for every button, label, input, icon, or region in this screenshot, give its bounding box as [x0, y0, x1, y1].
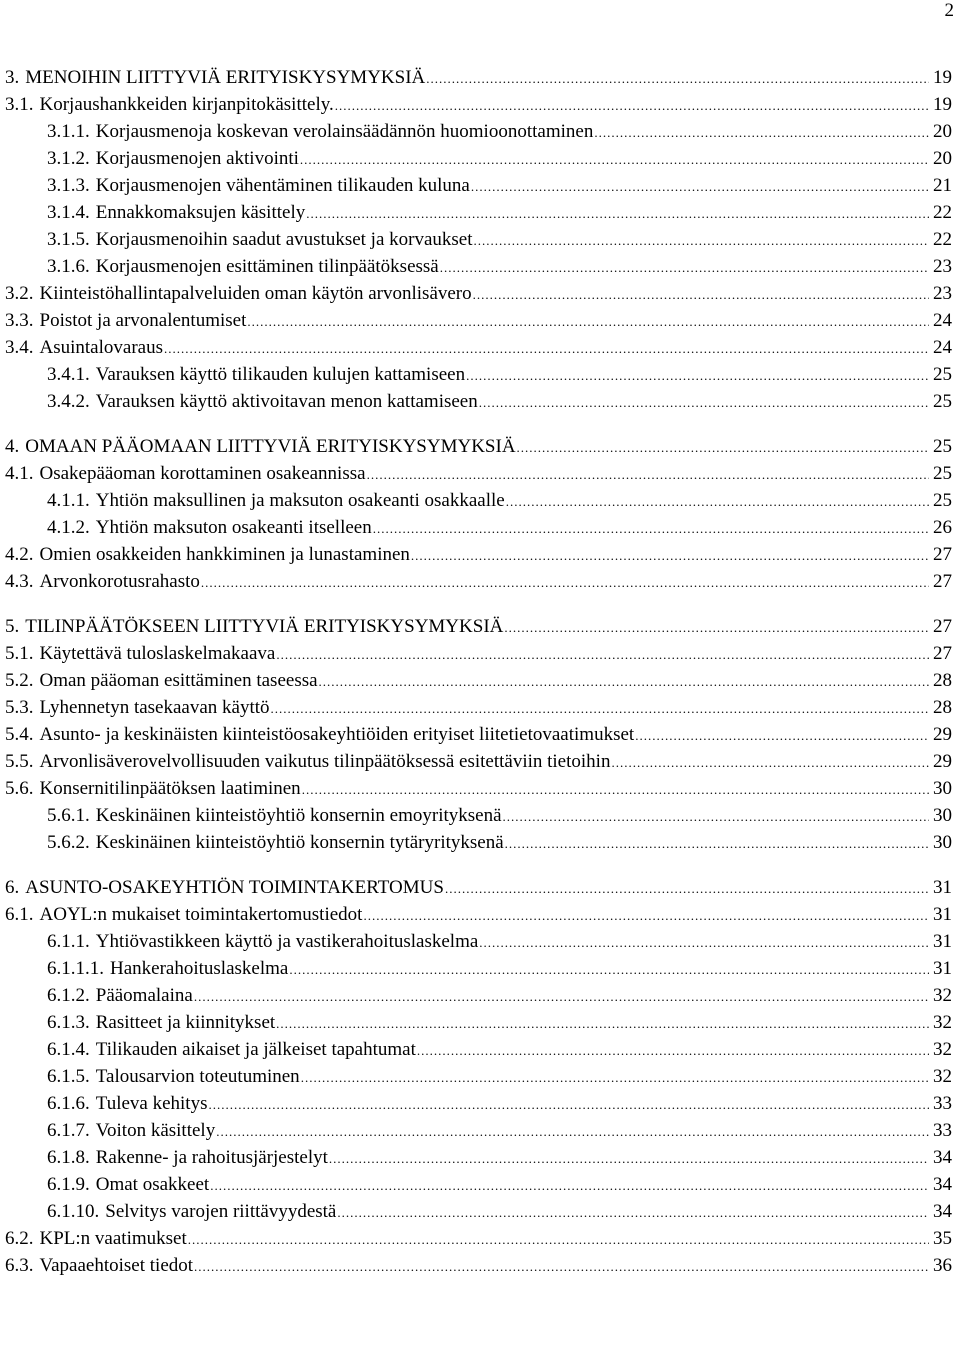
toc-entry-title: Korjausmenojen esittäminen tilinpäätöksessä: [95, 256, 439, 277]
toc-entry-page: 32: [933, 1066, 952, 1087]
toc-dot-leader: [506, 495, 929, 509]
toc-entry-title: Korjaushankkeiden kirjanpitokäsittely.: [39, 94, 334, 115]
toc-entry-number: 3.2.: [5, 283, 34, 304]
toc-entry-title: Arvonlisäverovelvollisuuden vaikutus tilinpäätöksessä esitettäviin tietoihin: [39, 751, 611, 772]
toc-entry-page: 19: [933, 94, 952, 115]
toc-entry[interactable]: [0, 143, 960, 170]
toc-entry[interactable]: [0, 116, 960, 143]
toc-entry-title: Tilikauden aikaiset ja jälkeiset tapahtumat: [95, 1039, 416, 1060]
toc-entry-title: MENOIHIN LIITTYVIÄ ERITYISKYSYMYKSIÄ: [25, 67, 426, 88]
toc-entry-page: 32: [933, 1012, 952, 1033]
toc-entry[interactable]: [0, 1196, 960, 1223]
toc-entry-title: Korjausmenoihin saadut avustukset ja korvaukset: [95, 229, 473, 250]
toc-entry-page: 30: [933, 778, 952, 799]
toc-entry-number: 6.: [5, 877, 20, 898]
toc-dot-leader: [426, 72, 929, 86]
toc-entry-number: 6.1.4.: [47, 1039, 90, 1060]
toc-entry-number: 6.1.9.: [47, 1174, 90, 1195]
toc-entry[interactable]: [0, 566, 960, 593]
toc-entry[interactable]: [0, 197, 960, 224]
toc-entry-number: 6.1.3.: [47, 1012, 90, 1033]
toc-entry-page: 29: [933, 724, 952, 745]
toc-entry-title: KPL:n vaatimukset: [39, 1228, 187, 1249]
toc-entry[interactable]: [0, 953, 960, 980]
toc-entry[interactable]: [0, 224, 960, 251]
toc-entry-number: 3.1.1.: [47, 121, 90, 142]
toc-entry-number: 6.1.2.: [47, 985, 90, 1006]
toc-entry-title: Tuleva kehitys: [95, 1093, 208, 1114]
toc-entry-number: 3.1.6.: [47, 256, 90, 277]
toc-entry[interactable]: [0, 926, 960, 953]
toc-entry-page: 33: [933, 1093, 952, 1114]
toc-entry[interactable]: [0, 665, 960, 692]
toc-entry-number: 3.1.4.: [47, 202, 90, 223]
toc-entry-number: 3.4.1.: [47, 364, 90, 385]
toc-entry-title: Asuintalovaraus: [39, 337, 163, 358]
toc-entry-title: Rasitteet ja kiinnitykset: [95, 1012, 276, 1033]
toc-entry[interactable]: [0, 251, 960, 278]
toc-entry-title: Korjausmenoja koskevan verolainsäädännön huomioonottaminen: [95, 121, 594, 142]
toc-entry-page: 34: [933, 1201, 952, 1222]
toc-dot-leader: [335, 99, 929, 113]
toc-entry[interactable]: [0, 692, 960, 719]
toc-entry-number: 4.1.: [5, 463, 34, 484]
toc-entry-title: Osakepääoman korottaminen osakeannissa: [39, 463, 366, 484]
toc-entry[interactable]: [0, 800, 960, 827]
toc-entry[interactable]: [0, 332, 960, 359]
toc-entry-page: 31: [933, 877, 952, 898]
toc-entry-page: 25: [933, 436, 952, 457]
toc-entry[interactable]: [0, 1223, 960, 1250]
toc-entry-page: 31: [933, 904, 952, 925]
toc-entry-page: 26: [933, 517, 952, 538]
toc-entry-page: 20: [933, 121, 952, 142]
toc-entry-page: 23: [933, 283, 952, 304]
toc-entry-page: 27: [933, 643, 952, 664]
toc-dot-leader: [611, 756, 929, 770]
toc-entry-title: Oman pääoman esittäminen taseessa: [39, 670, 318, 691]
toc-dot-leader: [474, 234, 929, 248]
toc-dot-leader: [210, 1179, 929, 1193]
toc-dot-leader: [479, 396, 929, 410]
toc-entry-page: 24: [933, 337, 952, 358]
toc-dot-leader: [276, 1017, 929, 1031]
toc-entry[interactable]: [0, 719, 960, 746]
toc-dot-leader: [302, 783, 929, 797]
toc-dot-leader: [373, 522, 929, 536]
toc-entry-page: 34: [933, 1147, 952, 1168]
toc-entry-number: 5.6.1.: [47, 805, 90, 826]
toc-dot-leader: [337, 1206, 929, 1220]
toc-entry-page: 19: [933, 67, 952, 88]
toc-entry[interactable]: [0, 1142, 960, 1169]
toc-entry-title: Omat osakkeet: [95, 1174, 210, 1195]
toc-dot-leader: [411, 549, 929, 563]
toc-entry[interactable]: [0, 1088, 960, 1115]
toc-entry[interactable]: [0, 1169, 960, 1196]
toc-entry-title: Vapaaehtoiset tiedot: [39, 1255, 194, 1276]
toc-entry-title: AOYL:n mukaiset toimintakertomustiedot: [39, 904, 363, 925]
toc-dot-leader: [300, 153, 929, 167]
toc-dot-leader: [247, 315, 929, 329]
toc-entry-title: Arvonkorotusrahasto: [39, 571, 200, 592]
toc-entry-title: Rakenne- ja rahoitusjärjestelyt: [95, 1147, 328, 1168]
toc-entry[interactable]: [0, 89, 960, 116]
toc-entry[interactable]: [0, 638, 960, 665]
toc-entry-page: 25: [933, 463, 952, 484]
toc-entry[interactable]: [0, 899, 960, 926]
toc-entry[interactable]: [0, 1061, 960, 1088]
toc-entry[interactable]: [0, 980, 960, 1007]
toc-entry-number: 4.1.2.: [47, 517, 90, 538]
toc-entry-number: 6.1.1.1.: [47, 958, 104, 979]
toc-entry[interactable]: [0, 773, 960, 800]
toc-entry-number: 4.1.1.: [47, 490, 90, 511]
toc-entry-title: Käytettävä tuloslaskelmakaava: [39, 643, 276, 664]
toc-entry-page: 31: [933, 958, 952, 979]
page-number: 2: [944, 0, 954, 21]
toc-entry[interactable]: [0, 305, 960, 332]
toc-entry[interactable]: [0, 359, 960, 386]
toc-entry-number: 6.1.: [5, 904, 34, 925]
toc-entry-page: 24: [933, 310, 952, 331]
toc-entry-page: 27: [933, 616, 952, 637]
toc-dot-leader: [319, 675, 929, 689]
toc-entry-page: 27: [933, 571, 952, 592]
toc-entry[interactable]: [0, 827, 960, 854]
toc-dot-leader: [594, 126, 929, 140]
toc-entry[interactable]: [0, 611, 960, 638]
table-of-contents: [0, 62, 960, 1277]
toc-entry-title: Asunto- ja keskinäisten kiinteistöosakeyhtiöiden erityiset liitetietovaatimukset: [39, 724, 635, 745]
toc-entry-page: 30: [933, 805, 952, 826]
toc-entry-title: Pääomalaina: [95, 985, 193, 1006]
toc-dot-leader: [445, 882, 929, 896]
toc-entry-number: 5.6.: [5, 778, 34, 799]
toc-entry-title: Keskinäinen kiinteistöyhtiö konsernin emoyrityksenä: [95, 805, 502, 826]
toc-entry-page: 25: [933, 391, 952, 412]
toc-entry-page: 23: [933, 256, 952, 277]
toc-entry-number: 4.: [5, 436, 20, 457]
toc-entry-page: 32: [933, 1039, 952, 1060]
toc-entry-page: 36: [933, 1255, 952, 1276]
toc-entry-number: 6.1.6.: [47, 1093, 90, 1114]
toc-entry-number: 3.3.: [5, 310, 34, 331]
toc-entry-number: 6.1.7.: [47, 1120, 90, 1141]
toc-entry-number: 3.1.2.: [47, 148, 90, 169]
toc-entry[interactable]: [0, 1034, 960, 1061]
toc-entry-number: 3.1.5.: [47, 229, 90, 250]
toc-entry-title: Poistot ja arvonalentumiset: [39, 310, 247, 331]
toc-dot-leader: [194, 990, 929, 1004]
toc-entry[interactable]: [0, 539, 960, 566]
toc-dot-leader: [504, 621, 929, 635]
toc-entry[interactable]: [0, 485, 960, 512]
toc-entry[interactable]: [0, 1250, 960, 1277]
toc-entry-number: 4.2.: [5, 544, 34, 565]
toc-entry[interactable]: [0, 62, 960, 89]
toc-dot-leader: [466, 369, 929, 383]
toc-entry-title: Konsernitilinpäätöksen laatiminen: [39, 778, 301, 799]
toc-entry-number: 5.5.: [5, 751, 34, 772]
toc-dot-leader: [216, 1125, 929, 1139]
toc-entry-number: 5.2.: [5, 670, 34, 691]
toc-entry-page: 31: [933, 931, 952, 952]
toc-dot-leader: [417, 1044, 929, 1058]
toc-entry-title: Talousarvion toteutuminen: [95, 1066, 300, 1087]
toc-entry-title: Voiton käsittely: [95, 1120, 216, 1141]
toc-entry-number: 3.1.: [5, 94, 34, 115]
toc-entry-title: Korjausmenojen aktivointi: [95, 148, 299, 169]
toc-dot-leader: [306, 207, 929, 221]
toc-entry-page: 22: [933, 229, 952, 250]
toc-dot-leader: [208, 1098, 929, 1112]
toc-entry-page: 30: [933, 832, 952, 853]
toc-entry-title: Lyhennetyn tasekaavan käyttö: [39, 697, 270, 718]
toc-dot-leader: [440, 261, 929, 275]
toc-entry-title: TILINPÄÄTÖKSEEN LIITTYVIÄ ERITYISKYSYMYKSIÄ: [25, 616, 504, 637]
toc-dot-leader: [367, 468, 929, 482]
toc-dot-leader: [471, 180, 929, 194]
toc-entry-page: 20: [933, 148, 952, 169]
toc-entry[interactable]: [0, 431, 960, 458]
toc-dot-leader: [363, 909, 929, 923]
toc-entry-title: Yhtiön maksuton osakeanti itselleen: [95, 517, 372, 538]
toc-dot-leader: [517, 441, 929, 455]
toc-entry-number: 3.: [5, 67, 20, 88]
toc-entry-title: ASUNTO-OSAKEYHTIÖN TOIMINTAKERTOMUS: [25, 877, 444, 898]
toc-entry-number: 5.: [5, 616, 20, 637]
toc-entry-page: 28: [933, 670, 952, 691]
toc-entry-number: 4.3.: [5, 571, 34, 592]
toc-entry-page: 22: [933, 202, 952, 223]
toc-entry-title: Varauksen käyttö tilikauden kulujen kattamiseen: [95, 364, 466, 385]
toc-dot-leader: [473, 288, 929, 302]
toc-entry-page: 25: [933, 364, 952, 385]
toc-entry-page: 32: [933, 985, 952, 1006]
toc-entry-number: 3.1.3.: [47, 175, 90, 196]
toc-entry-title: Omien osakkeiden hankkiminen ja lunastaminen: [39, 544, 410, 565]
toc-entry-number: 5.6.2.: [47, 832, 90, 853]
toc-entry-title: Yhtiövastikkeen käyttö ja vastikerahoituslaskelma: [95, 931, 479, 952]
toc-entry-page: 35: [933, 1228, 952, 1249]
toc-entry-page: 21: [933, 175, 952, 196]
toc-entry[interactable]: [0, 278, 960, 305]
toc-entry-number: 6.1.1.: [47, 931, 90, 952]
toc-entry-page: 34: [933, 1174, 952, 1195]
toc-entry-number: 6.1.5.: [47, 1066, 90, 1087]
toc-entry[interactable]: [0, 170, 960, 197]
toc-entry-title: Selvitys varojen riittävyydestä: [105, 1201, 337, 1222]
toc-dot-leader: [505, 837, 929, 851]
toc-entry[interactable]: [0, 746, 960, 773]
toc-entry-number: 6.3.: [5, 1255, 34, 1276]
toc-entry-page: 25: [933, 490, 952, 511]
toc-entry-number: 6.1.8.: [47, 1147, 90, 1168]
toc-dot-leader: [194, 1260, 929, 1274]
toc-entry-number: 3.4.: [5, 337, 34, 358]
toc-entry[interactable]: [0, 1115, 960, 1142]
toc-dot-leader: [201, 576, 929, 590]
toc-entry-title: Hankerahoituslaskelma: [110, 958, 289, 979]
toc-entry-title: Varauksen käyttö aktivoitavan menon kattamiseen: [95, 391, 478, 412]
toc-dot-leader: [329, 1152, 929, 1166]
toc-entry[interactable]: [0, 386, 960, 413]
toc-entry-title: Ennakkomaksujen käsittely: [95, 202, 306, 223]
toc-dot-leader: [271, 702, 929, 716]
toc-entry-number: 5.4.: [5, 724, 34, 745]
toc-entry-page: 27: [933, 544, 952, 565]
toc-entry-number: 5.3.: [5, 697, 34, 718]
toc-entry-title: Keskinäinen kiinteistöyhtiö konsernin tytäryrityksenä: [95, 832, 504, 853]
toc-dot-leader: [276, 648, 929, 662]
toc-entry[interactable]: [0, 872, 960, 899]
toc-entry[interactable]: [0, 458, 960, 485]
toc-entry-page: 33: [933, 1120, 952, 1141]
toc-entry-title: Kiinteistöhallintapalveluiden oman käytön arvonlisävero: [39, 283, 472, 304]
toc-entry-title: Korjausmenojen vähentäminen tilikauden kuluna: [95, 175, 470, 196]
toc-dot-leader: [164, 342, 929, 356]
toc-entry-page: 29: [933, 751, 952, 772]
toc-entry[interactable]: [0, 512, 960, 539]
toc-dot-leader: [635, 729, 929, 743]
toc-entry-title: OMAAN PÄÄOMAAN LIITTYVIÄ ERITYISKYSYMYKSIÄ: [25, 436, 516, 457]
toc-dot-leader: [503, 810, 929, 824]
toc-entry[interactable]: [0, 1007, 960, 1034]
toc-entry-title: Yhtiön maksullinen ja maksuton osakeanti osakkaalle: [95, 490, 505, 511]
toc-entry-number: 3.4.2.: [47, 391, 90, 412]
toc-entry-page: 28: [933, 697, 952, 718]
toc-dot-leader: [479, 936, 929, 950]
toc-entry-number: 6.1.10.: [47, 1201, 100, 1222]
toc-dot-leader: [289, 963, 929, 977]
toc-dot-leader: [301, 1071, 929, 1085]
toc-dot-leader: [188, 1233, 929, 1247]
toc-entry-number: 6.2.: [5, 1228, 34, 1249]
toc-entry-number: 5.1.: [5, 643, 34, 664]
